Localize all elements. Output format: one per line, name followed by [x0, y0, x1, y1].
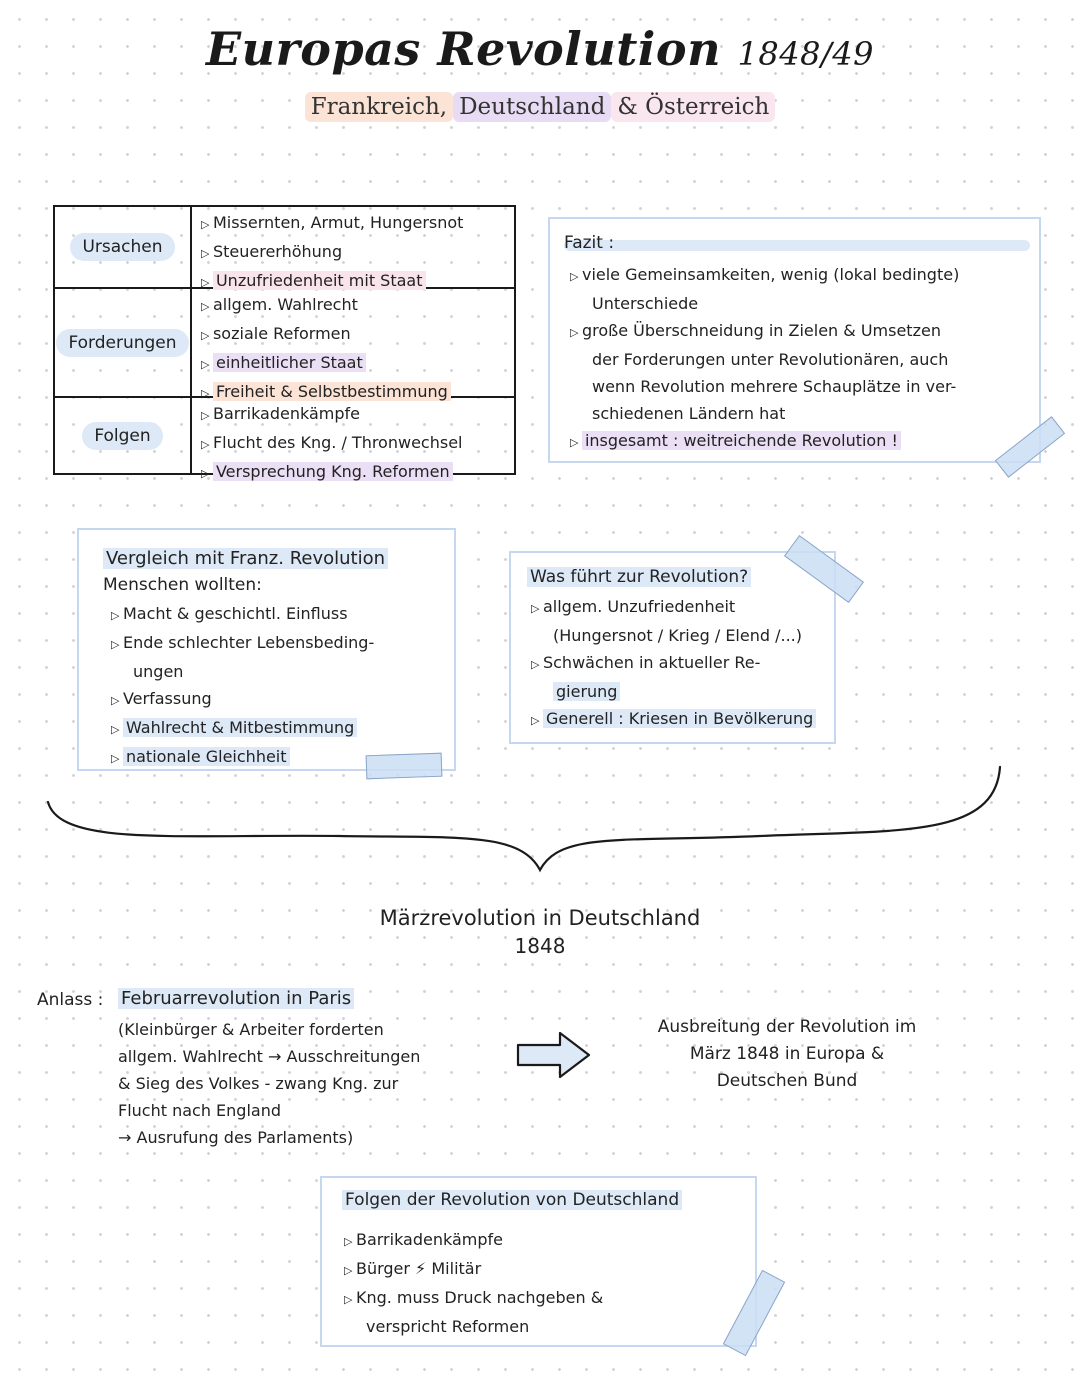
summary-table — [53, 205, 516, 481]
fazit-list — [570, 261, 1025, 456]
table-row-ursachen — [55, 207, 514, 289]
table-row-folgen — [55, 398, 514, 481]
forderungen-items — [201, 291, 508, 407]
list-item: ▷ Verfassung — [111, 685, 444, 714]
list-item: ▷ Versprechung Kng. Reformen — [201, 458, 508, 487]
fazit-highlight-bar — [564, 240, 1030, 251]
ursachen-box — [509, 551, 836, 744]
list-item: der Forderungen unter Revolutionären, auch — [592, 350, 949, 369]
list-item: gierung — [531, 678, 826, 705]
fazit-title: Fazit : — [564, 233, 615, 253]
list-item: ▷ Steuererhöhung — [201, 238, 508, 267]
subtitle-deutschland: Deutschland — [453, 92, 611, 122]
list-item: ▷ Barrikadenkämpfe — [344, 1226, 745, 1255]
ausbreitung-line: März 1848 in Europa & — [689, 1044, 885, 1064]
list-item: ▷ Flucht des Kng. / Thronwechsel — [201, 429, 508, 458]
list-item: ▷ Missernten, Armut, Hungersnot — [201, 209, 508, 238]
list-item: ▷ einheitlicher Staat — [201, 349, 508, 378]
title-year: 1848/49 — [737, 35, 874, 73]
list-item: ▷ Freiheit & Selbstbestimmung — [201, 378, 508, 407]
ausbreitung-text — [612, 1014, 962, 1095]
list-item: schiedenen Ländern hat — [592, 404, 786, 423]
vergleich-box — [77, 528, 456, 771]
list-item: wenn Revolution mehrere Schauplätze in ver- — [592, 377, 957, 396]
curly-brace-icon — [40, 762, 1010, 882]
ausbreitung-line: Deutschen Bund — [716, 1071, 858, 1091]
anlass-label: Anlass : — [37, 990, 104, 1010]
list-item: verspricht Reformen — [366, 1317, 530, 1336]
anlass-line: allgem. Wahlrecht → Ausschreitungen — [118, 1047, 421, 1066]
list-item: ▷ Macht & geschichtl. Einfluss — [111, 600, 444, 629]
list-item: Unterschiede — [592, 294, 699, 313]
anlass-title: Februarrevolution in Paris — [118, 988, 354, 1009]
row-label-ursachen: Ursachen — [70, 233, 174, 261]
list-item: ▷ Generell : Kriesen in Bevölkerung — [531, 705, 826, 734]
list-item: ungen — [133, 662, 184, 681]
arrow-right-icon — [516, 1030, 592, 1080]
fazit-box — [548, 217, 1041, 463]
list-item: ▷ nationale Gleichheit — [111, 743, 444, 772]
list-item: ▷ Schwächen in aktueller Re- — [531, 649, 826, 678]
list-item: ▷ viele Gemeinsamkeiten, wenig (lokal bedingte) — [570, 261, 1025, 290]
table-row-forderungen — [55, 289, 514, 401]
maerzrevolution-title: Märzrevolution in Deutschland — [379, 906, 701, 930]
row-label-forderungen: Forderungen — [56, 329, 188, 357]
list-item: ▷ Ende schlechter Lebensbeding- — [111, 629, 444, 658]
folgen-title: Folgen der Revolution von Deutschland — [342, 1190, 682, 1210]
list-item: ▷ Wahlrecht & Mitbestimmung — [111, 714, 444, 743]
list-item: ▷ Unzufriedenheit mit Staat — [201, 267, 508, 296]
ursachen-title: Was führt zur Revolution? — [527, 567, 751, 587]
title-text: Europas Revolution — [206, 22, 722, 76]
ursachen-items — [201, 209, 508, 296]
ausbreitung-line: Ausbreitung der Revolution im — [657, 1017, 917, 1037]
vergleich-list — [111, 600, 444, 772]
anlass-line: → Ausrufung des Parlaments) — [118, 1128, 354, 1147]
list-item: ▷ Kng. muss Druck nachgeben & — [344, 1284, 745, 1313]
folgen-list — [344, 1226, 745, 1340]
list-item: ▷ große Überschneidung in Zielen & Umsetzen — [570, 317, 1025, 346]
list-item: (Hungersnot / Krieg / Elend /...) — [553, 626, 802, 645]
subtitle-frankreich: Frankreich, — [305, 92, 453, 122]
anlass-line: (Kleinbürger & Arbeiter forderten — [118, 1020, 384, 1039]
list-item: ▷ soziale Reformen — [201, 320, 508, 349]
page-title — [0, 22, 1080, 76]
list-item: ▷ allgem. Unzufriedenheit — [531, 593, 826, 622]
anlass-line: & Sieg des Volkes - zwang Kng. zur — [118, 1074, 399, 1093]
page-subtitle — [0, 94, 1080, 120]
anlass-line: Flucht nach England — [118, 1101, 282, 1120]
list-item: ▷ insgesamt : weitreichende Revolution ! — [570, 427, 1025, 456]
folgen-box — [320, 1176, 757, 1347]
anlass-text — [118, 1016, 488, 1151]
list-item: ▷ Barrikadenkämpfe — [201, 400, 508, 429]
vergleich-intro: Menschen wollten: — [103, 575, 262, 595]
maerzrevolution-year: 1848 — [514, 934, 566, 958]
vergleich-title: Vergleich mit Franz. Revolution — [103, 548, 388, 569]
subtitle-oesterreich: & Österreich — [611, 92, 775, 122]
folgen-items — [201, 400, 508, 487]
ursachen-list — [531, 593, 826, 734]
row-label-folgen: Folgen — [82, 422, 162, 450]
list-item: ▷ Bürger ⚡ Militär — [344, 1255, 745, 1284]
list-item: ▷ allgem. Wahlrecht — [201, 291, 508, 320]
